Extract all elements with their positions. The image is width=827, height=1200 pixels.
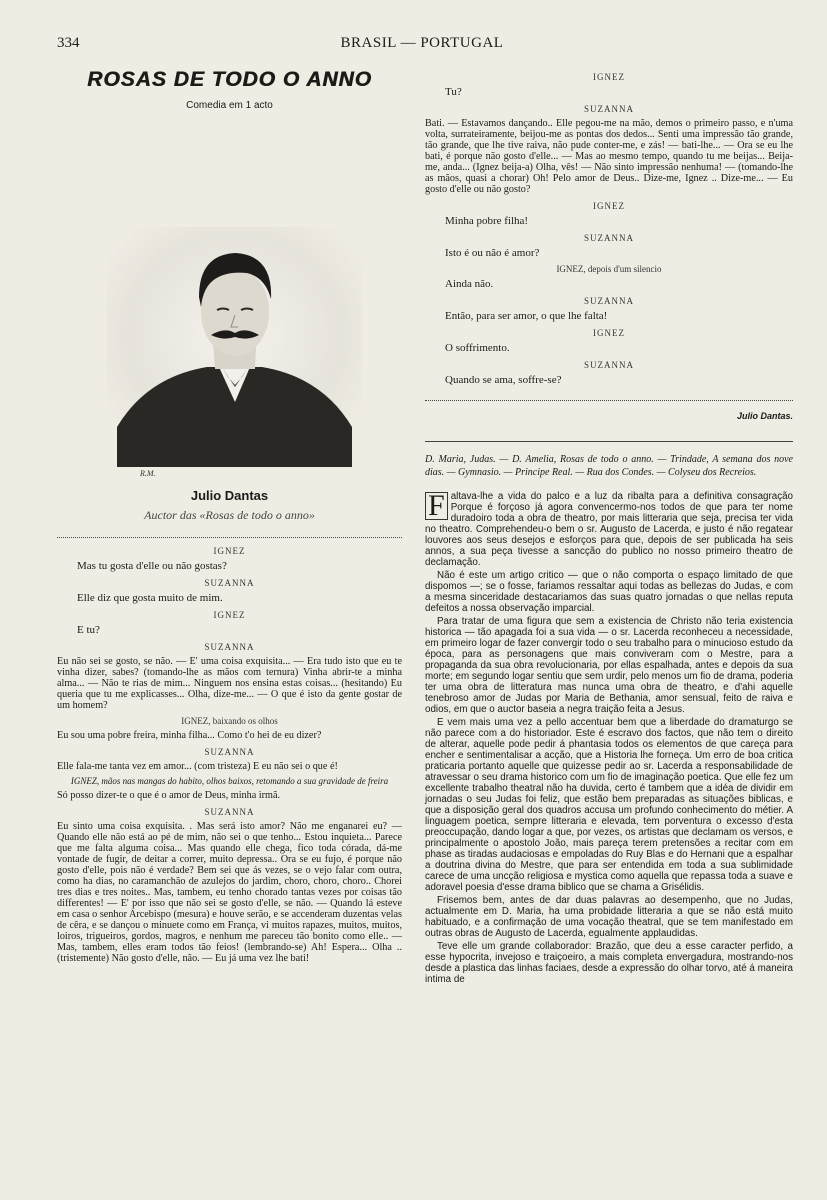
- dialogue-line: Elle diz que gosta muito de mim.: [77, 592, 223, 604]
- speaker-label: IGNEZ, depois d'um silencio: [556, 264, 662, 274]
- drop-cap: F: [425, 492, 448, 520]
- dotted-separator: [57, 537, 402, 538]
- speaker-label: SUZANNA: [204, 807, 255, 817]
- author-signature: Julio Dantas.: [736, 411, 793, 421]
- review-paragraph: Para tratar de uma figura que sem a existencia de Christo não teria existencia historica — tão apagada foi a sua vida — o sr. Lacerda reconheceu a necessidade, em primeiro logar de fazer convergir todo o seu trabalho para o minucioso estudo da época, para as personagens que mais conviveram com o Mestre, para a propaganda da sua obra revolucionaria, por ellas espalhada, antes e depois da sua morte; em segundo logar sentiu que sem urdir, pelo menos um fio de drama, poderia ter uma obra de litteratura mas nunca uma obra de theatro, e d'ahi aquelle tenebroso amor de Judas por Maria de Bethania, amor sensual, feito de raiva e odios, em que o auctor baseia a negra traição feita a Jesus.: [425, 616, 793, 715]
- speaker-label: IGNEZ: [593, 72, 625, 82]
- right-column: [425, 66, 793, 987]
- dialogue-line: E tu?: [77, 624, 100, 636]
- review-paragraph: Teve elle um grande collaborador: Brazão, que deu a esse caracter perfido, a esse hypocrita, invejoso e traiçoeiro, a mais completa envergadura, mostrando-nos desde a plastica das linhas faciaes, desde a expressão do olhar torvo, até á maneira intima de: [425, 941, 793, 985]
- dialogue-line: Eu sinto uma coisa exquisita. . Mas será isto amor? Não me enganarei eu? — Quando elle não está ao pé de mim, não sei o que tenho... Estou inquieta... Parece que me falta alguma coisa... Mas quando elle chega, fico toda córada, dá-me vontade de fugir, de deitar a correr, muito depressa.. Ora se eu fujo, é porque não gosto d'elle, pois não é verdade? Bem sei que ás vezes, se o vejo falar com outra, como ha dias, no caramanchão de azulejos do jardim, choro, choro, choro.. Chorei tres dias e tres noites.. Mas, tambem, eu tenho chorado tantas vezes por coisas tão differentes! — E' por isso que não sei se gosto d'elle, se não. — Quando lá esteve em casa o senhor Arcebispo (mesura) e houve serão, e se accenderam duzentas velas de cêra, e se dançou o minuete como em França, vi muitos rapazes, muitos, muitos, loiros, trigueiros, gordos, magros, e nenhum me pareceu tão bonito como elle.. — Mas, tambem, elles eram todos tão feios! (lembrando-se) Ah! Espera... Olha .. (tristemente) Não gosto d'elle, não. — Eu já uma vez lhe bati!: [57, 821, 402, 964]
- review-paragraph: F altava-lhe a vida do palco e a luz da ribalta para a definitiva consagração Porque é forçoso já agora convencermo-nos todos de que para ter nome duradoiro toda a obra de theatro, por mais litteraria que seja, precisa ter vida no theatro. Comprehendeu-o bem o sr. Augusto de Lacerda, e justo é não regatear louvores aos seus desejos e esforços para que, depois de ser publicada ha seis annos, a sua peça tivesse a sancção do publico no nosso primeiro theatro de declamação.: [425, 489, 793, 568]
- review-paragraph: Frisemos bem, antes de dar duas palavras ao desempenho, que no Judas, actualmente em D. Maria, ha uma probidade litteraria a que se não está muito habituado, e a confirmação de uma vocação theatral, que se tem manifestado em outras obras de Augusto de Lacerda, egualmente applaudidas.: [425, 895, 793, 939]
- theatre-listing: D. Maria, Judas. — D. Amelia, Rosas de todo o anno. — Trindade, A semana dos nove dias. — Gymnasio. — Principe Real. — Rua dos Condes. — Colyseu dos Recreios.: [425, 454, 793, 478]
- speaker-label: IGNEZ, mãos nas mangas do habito, olhos baixos, retomando a sua gravidade de freira: [70, 776, 389, 786]
- dialogue-left: [57, 546, 402, 964]
- review-paragraph: E vem mais uma vez a pello accentuar bem que a liberdade do dramaturgo se não parece com a do historiador. Este é escravo dos factos, que não tem o direito de alterar, aquelle pode pedir á phantasia todos os elementos de que careça para encher e sentimentalisar a acção, que a Historia lhe forneça. Um erro de boa critica praticaria portanto aquelle que quizesse pedir ao sr. Lacerda a responsabilidade de atravessar o seu drama historico com um fio de imaginação poetica. Que elle fez um excellente trabalho theatral não ha duvida, certo é tambem que a idéa de dividir em jornadas o seu Judas foi feliz, que estão bem preparadas as situações biblicas, e que a disposição geral dos quadros accusa um profundo conhecimento do métier. A linguagem poetica, sempre litteraria e elevada, tem porventura o excesso d'esta preoccupação, dando logar a que, por vezes, os artistas que declamam os versos, e principalmente o apostolo João, mais pareça terem pretensões a recitar com em phase as tiradas audaciosas e empoladas do Ruy Blas e do Hernani que a espalhar a doutrina divina do Mestre, que para ser entendida em toda a sua sublimidade carece de uma uncção religiosa e mystica como aquella que repassa toda a suave e adoravel poesia d'esse drama biblico que se chama a Grisélidis.: [425, 717, 793, 893]
- dialogue-line: Elle fala-me tanta vez em amor... (com tristeza) E eu não sei o que é!: [57, 761, 338, 772]
- speaker-label: SUZANNA: [583, 233, 634, 243]
- photo-signature: R.M.: [140, 469, 156, 478]
- speaker-label: SUZANNA: [583, 360, 634, 370]
- theatre-review: [425, 491, 793, 985]
- speaker-label: SUZANNA: [583, 296, 634, 306]
- dialogue-line: Minha pobre filha!: [445, 215, 529, 227]
- article-title: ROSAS DE TODO O ANNO: [87, 68, 372, 91]
- dialogue-line: Isto é ou não é amor?: [445, 247, 540, 259]
- speaker-label: IGNEZ: [213, 546, 246, 556]
- page-number: 334: [57, 35, 80, 51]
- dialogue-line: Então, para ser amor, o que lhe falta!: [445, 310, 608, 322]
- article-subtitle: Comedia em 1 acto: [186, 100, 273, 111]
- dialogue-line: Eu não sei se gosto, se não. — E' uma coisa exquisita... — Era tudo isto que eu te vinha dizer, sabes? (tomando-lhe as mãos com ternura) Vinha abrir-te a minha alma... — Não te rias de mim... Ninguem nos ensina estas coisas... (hesitando) Eu queria que tu me explicasses... Olha, dize-me... — O que é isto da gente gostar de um homem?: [57, 656, 402, 711]
- dialogue-line: O soffrimento.: [445, 342, 510, 354]
- dialogue-right: [425, 72, 793, 386]
- portrait-caption-subtitle: Auctor das «Rosas de todo o anno»: [144, 508, 315, 522]
- speaker-label: SUZANNA: [583, 104, 634, 114]
- portrait-photo: [107, 227, 362, 467]
- speaker-label: SUZANNA: [204, 642, 255, 652]
- running-title: BRASIL — PORTUGAL: [340, 35, 504, 51]
- dialogue-line: Ainda não.: [445, 278, 494, 290]
- speaker-label: IGNEZ: [593, 201, 625, 211]
- dialogue-line: Tu?: [445, 86, 462, 98]
- speaker-label: SUZANNA: [204, 747, 255, 757]
- dialogue-line: Eu sou uma pobre freira, minha filha... Como t'o hei de eu dizer?: [57, 730, 322, 741]
- speaker-label: IGNEZ: [213, 610, 246, 620]
- dialogue-line: Quando se ama, soffre-se?: [445, 374, 562, 386]
- portrait-caption-name: Julio Dantas: [190, 488, 269, 503]
- dotted-separator: [425, 400, 793, 401]
- speaker-label: IGNEZ: [593, 328, 625, 338]
- dialogue-line: Mas tu gosta d'elle ou não gostas?: [77, 560, 227, 572]
- speaker-label: SUZANNA: [204, 578, 255, 588]
- page-header: [57, 35, 787, 55]
- review-paragraph: Não é este um artigo critico — que o não comporta o espaço limitado de que dispomos —; se o fosse, fariamos ressaltar aqui todas as bellezas do Judas, e com a mesma sinceridade destacariamos das suas quatro jornadas o que nellas reputa defeitos a nossa observação imparcial.: [425, 570, 793, 614]
- portrait-illustration: [107, 227, 362, 467]
- dialogue-line: Bati. — Estavamos dançando.. Elle pegou-me na mão, demos o primeiro passo, e n'uma volta, surrateiramente, beijou-me as pontas dos dedos... Senti uma impressão tão grande, tão grande, que lhe tive raiva, não pude conter-me, e zás! — bati-lhe... — Ora se eu lhe bati, é porque não gosto d'elle... — Mas ao mesmo tempo, quando tu me beijas... Beija-me, anda... (Ignez beija-a) Olha, vês! — Não sinto impressão nenhuma! — (tomando-lhe as mãos, quasi a chorar) Oh! Pelo amor de Deus.. Dize-me, Ignez .. Dize-me... — Eu gosto d'elle ou não gosto?: [425, 118, 793, 195]
- left-column: [57, 66, 402, 968]
- dialogue-line: Só posso dizer-te o que é o amor de Deus, minha irmã.: [57, 790, 281, 801]
- speaker-label: IGNEZ, baixando os olhos: [181, 716, 278, 726]
- section-rule: [425, 441, 793, 442]
